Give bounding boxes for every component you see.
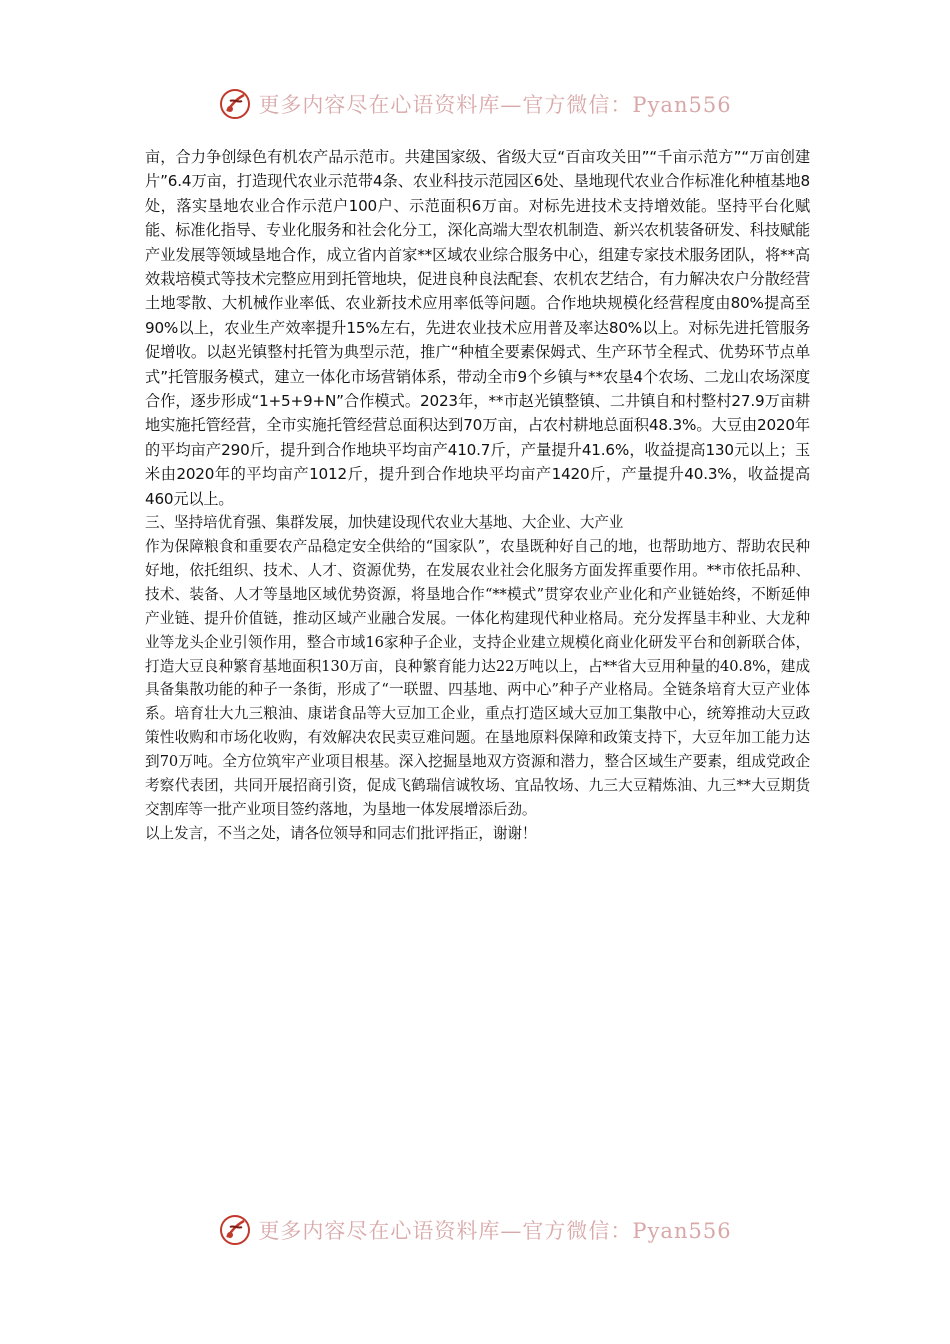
watermark-text: 更多内容尽在心语资料库—官方微信：Pyan556 (258, 1219, 732, 1243)
header-watermark (0, 84, 950, 124)
document-body (145, 145, 810, 846)
watermark-text: 更多内容尽在心语资料库—官方微信：Pyan556 (258, 93, 732, 117)
logo-icon (218, 87, 252, 121)
footer-watermark (0, 1210, 950, 1250)
paragraph-1: 亩，合力争创绿色有机农产品示范市。共建国家级、省级大豆“百亩攻关田”“千亩示范方”“万亩创建片”6.4万亩，打造现代农业示范带4条、农业科技示范园区6处、垦地现代农业合作标准化种植基地8处，落实垦地农业合作示范户100户、示范面积6万亩。对标先进技术支持增效能。坚持平台化赋能、标准化指导、专业化服务和社会化分工，深化高端大型农机制造、新兴农机装备研发、科技赋能产业发展等领域垦地合作，成立省内首家**区域农业综合服务中心，组建专家技术服务团队，将**高效栽培模式等技术完整应用到托管地块，促进良种良法配套、农机农艺结合，有力解决农户分散经营土地零散、大机械作业率低、农业新技术应用率低等问题。合作地块规模化经营程度由80%提高至90%以上，农业生产效率提升15%左右，先进农业技术应用普及率达80%以上。对标先进托管服务促增收。以赵光镇整村托管为典型示范，推广“种植全要素保姆式、生产环节全程式、优势环节点单式”托管服务模式，建立一体化市场营销体系，带动全市9个乡镇与**农垦4个农场、二龙山农场深度合作，逐步形成“1+5+9+N”合作模式。2023年，**市赵光镇整镇、二井镇自和村整村27.9万亩耕地实施托管经营，全市实施托管经营总面积达到70万亩，占农村耕地总面积48.3%。大豆由2020年的平均亩产290斤，提升到合作地块平均亩产410.7斤，产量提升41.6%，收益提高130元以上；玉米由2020年的平均亩产1012斤，提升到合作地块平均亩产1420斤，产量提升40.3%，收益提高460元以上。 (145, 148, 810, 508)
closing-paragraph: 以上发言，不当之处，请各位领导和同志们批评指正，谢谢！ (145, 824, 537, 842)
logo-icon (218, 1213, 252, 1247)
paragraph-2: 作为保障粮食和重要农产品稳定安全供给的“国家队”，农垦既种好自己的地，也帮助地方、帮助农民种好地，依托组织、技术、人才、资源优势，在发展农业社会化服务方面发挥重要作用。**市依托品种、技术、装备、人才等垦地区域优势资源，将垦地合作“**模式”贯穿农业产业化和产业链始终，不断延伸产业链、提升价值链，推动区域产业融合发展。一体化构建现代种业格局。充分发挥垦丰种业、大龙种业等龙头企业引领作用，整合市域16家种子企业，支持企业建立规模化商业化研发平台和创新联合体，打造大豆良种繁育基地面积130万亩，良种繁育能力达22万吨以上，占**省大豆用种量的40.8%，建成具备集散功能的种子一条街，形成了“一联盟、四基地、两中心”种子产业格局。全链条培育大豆产业体系。培育壮大九三粮油、康诺食品等大豆加工企业，重点打造区域大豆加工集散中心，统筹推动大豆政策性收购和市场化收购，有效解决农民卖豆难问题。在垦地原料保障和政策支持下，大豆年加工能力达到70万吨。全方位筑牢产业项目根基。深入挖掘垦地双方资源和潜力，整合区域生产要素，组成党政企考察代表团，共同开展招商引资，促成飞鹤瑞信诚牧场、宜品牧场、九三大豆精炼油、九三**大豆期货交割库等一批产业项目签约落地，为垦地一体发展增添后劲。 (145, 538, 810, 818)
section-heading: 三、坚持培优育强、集群发展，加快建设现代农业大基地、大企业、大产业 (145, 514, 624, 532)
